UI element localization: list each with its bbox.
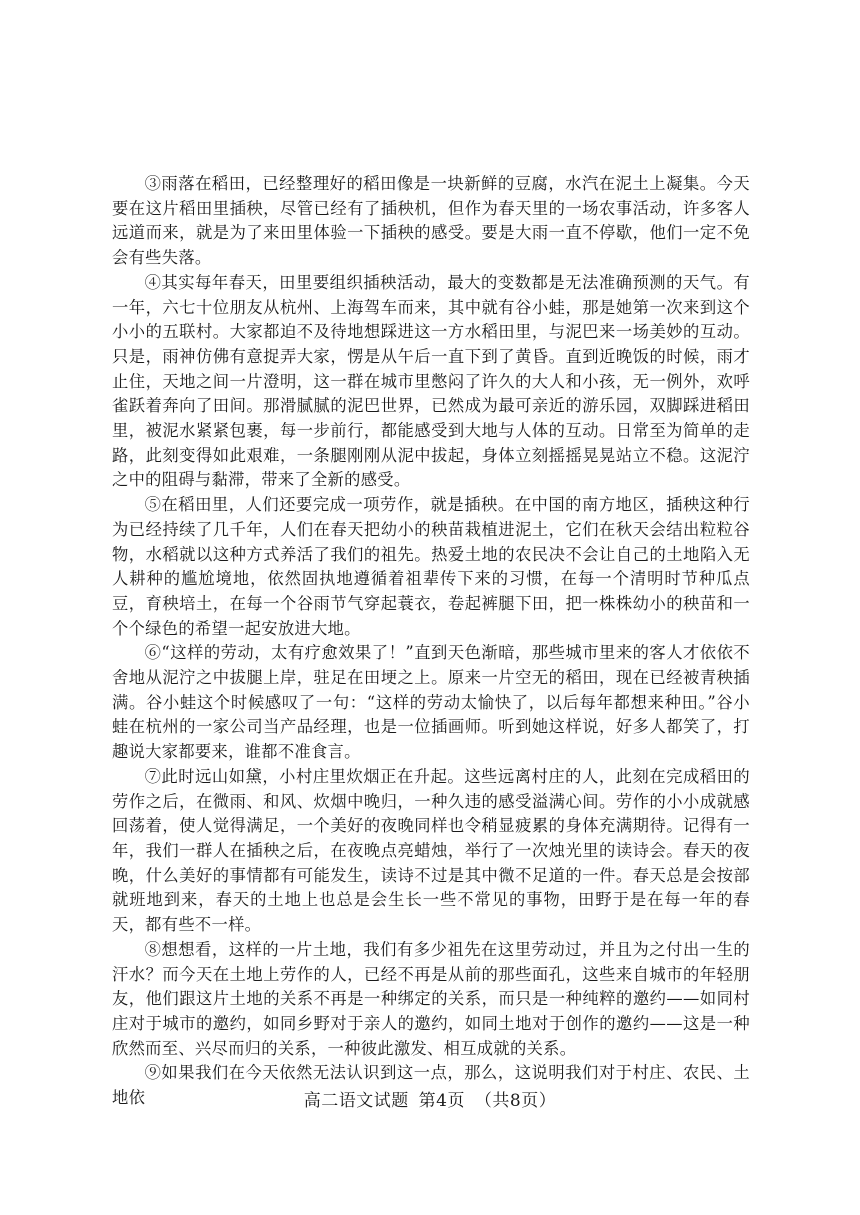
paragraph-8: ⑧想想看，这样的一片土地，我们有多少祖先在这里劳动过，并且为之付出一生的汗水？而今天在土地上劳作的人，已经不再是从前的那些面孔，这些来自城市的年轻朋友，他们跟这片土地的关系不再是一种绑定的关系，而只是一种纯粹的邀约——如同村庄对于城市的邀约，如同乡野对于亲人的邀约，如同土地对于创作的邀约——这是一种欣然而至、兴尽而归的关系，一种彼此激发、相互成就的关系。: [112, 939, 750, 1058]
page-total: （共8页）: [474, 1091, 557, 1111]
page-number: 第4页: [418, 1091, 465, 1111]
page-footer: [0, 1086, 860, 1111]
paragraph-5: ⑤在稻田里，人们还要完成一项劳作，就是插秧。在中国的南方地区，插秧这种行为已经持续了几千年，人们在春天把幼小的秧苗栽植进泥土，它们在秋天会结出粒粒谷物，水稻就以这种方式养活了我们的祖先。热爱土地的农民决不会让自己的土地陷入无人耕种的尴尬境地，依然固执地遵循着祖辈传下来的习惯，在每一个清明时节种瓜点豆，育秧培土，在每一个谷雨节气穿起蓑衣，卷起裤腿下田，把一株株幼小的秧苗和一个个绿色的希望一起安放进大地。: [112, 495, 750, 638]
paragraph-4: ④其实每年春天，田里要组织插秧活动，最大的变数都是无法准确预测的天气。有一年，六七十位朋友从杭州、上海驾车而来，其中就有谷小蛙，那是她第一次来到这个小小的五联村。大家都迫不及待地想踩进这一方水稻田里，与泥巴来一场美妙的互动。只是，雨神仿佛有意捉弄大家，愣是从午后一直下到了黄昏。直到近晚饭的时候，雨才止住，天地之间一片澄明，这一群在城市里憋闷了许久的大人和小孩，无一例外，欢呼雀跃着奔向了田间。那滑腻腻的泥巴世界，已然成为最可亲近的游乐园，双脚踩进稻田里，被泥水紧紧包裹，每一步前行，都能感受到大地与人体的互动。日常至为简单的走路，此刻变得如此艰难，一条腿刚刚从泥中拔起，身体立刻摇摇晃晃站立不稳。这泥泞之中的阻碍与黏滞，带来了全新的感受。: [112, 272, 750, 490]
paragraph-9: ⑨如果我们在今天依然无法认识到这一点，那么，这说明我们对于村庄、农民、土地依: [112, 1063, 750, 1108]
paragraph-3: ③雨落在稻田，已经整理好的稻田像是一块新鲜的豆腐，水汽在泥土上凝集。今天要在这片稻田里插秧，尽管已经有了插秧机，但作为春天里的一场农事活动，许多客人远道而来，就是为了来田里体验一下插秧的感受。要是大雨一直不停歇，他们一定不免会有些失落。: [112, 174, 750, 268]
exam-title: 高二语文试题: [303, 1091, 409, 1111]
paragraph-6: ⑥“这样的劳动，太有疗愈效果了！”直到天色渐暗，那些城市里来的客人才依依不舍地从泥泞之中拔腿上岸，驻足在田埂之上。原来一片空无的稻田，现在已经被青秧插满。谷小蛙这个时候感叹了一句：“这样的劳动太愉快了，以后每年都想来种田。”谷小蛙在杭州的一家公司当产品经理，也是一位插画师。听到她这样说，好多人都笑了，打趣说大家都要来，谁都不准食言。: [112, 643, 750, 762]
paragraph-7: ⑦此时远山如黛，小村庄里炊烟正在升起。这些远离村庄的人，此刻在完成稻田的劳作之后，在微雨、和风、炊烟中晚归，一种久违的感受溢满心间。劳作的小小成就感回荡着，使人觉得满足，一个美好的夜晚同样也令稍显疲累的身体充满期待。记得有一年，我们一群人在插秧之后，在夜晚点亮蜡烛，举行了一次烛光里的读诗会。春天的夜晚，什么美好的事情都有可能发生，读诗不过是其中微不足道的一件。春天总是会按部就班地到来，春天的土地上也总是会生长一些不常见的事物，田野于是在每一年的春天，都有些不一样。: [112, 766, 750, 935]
